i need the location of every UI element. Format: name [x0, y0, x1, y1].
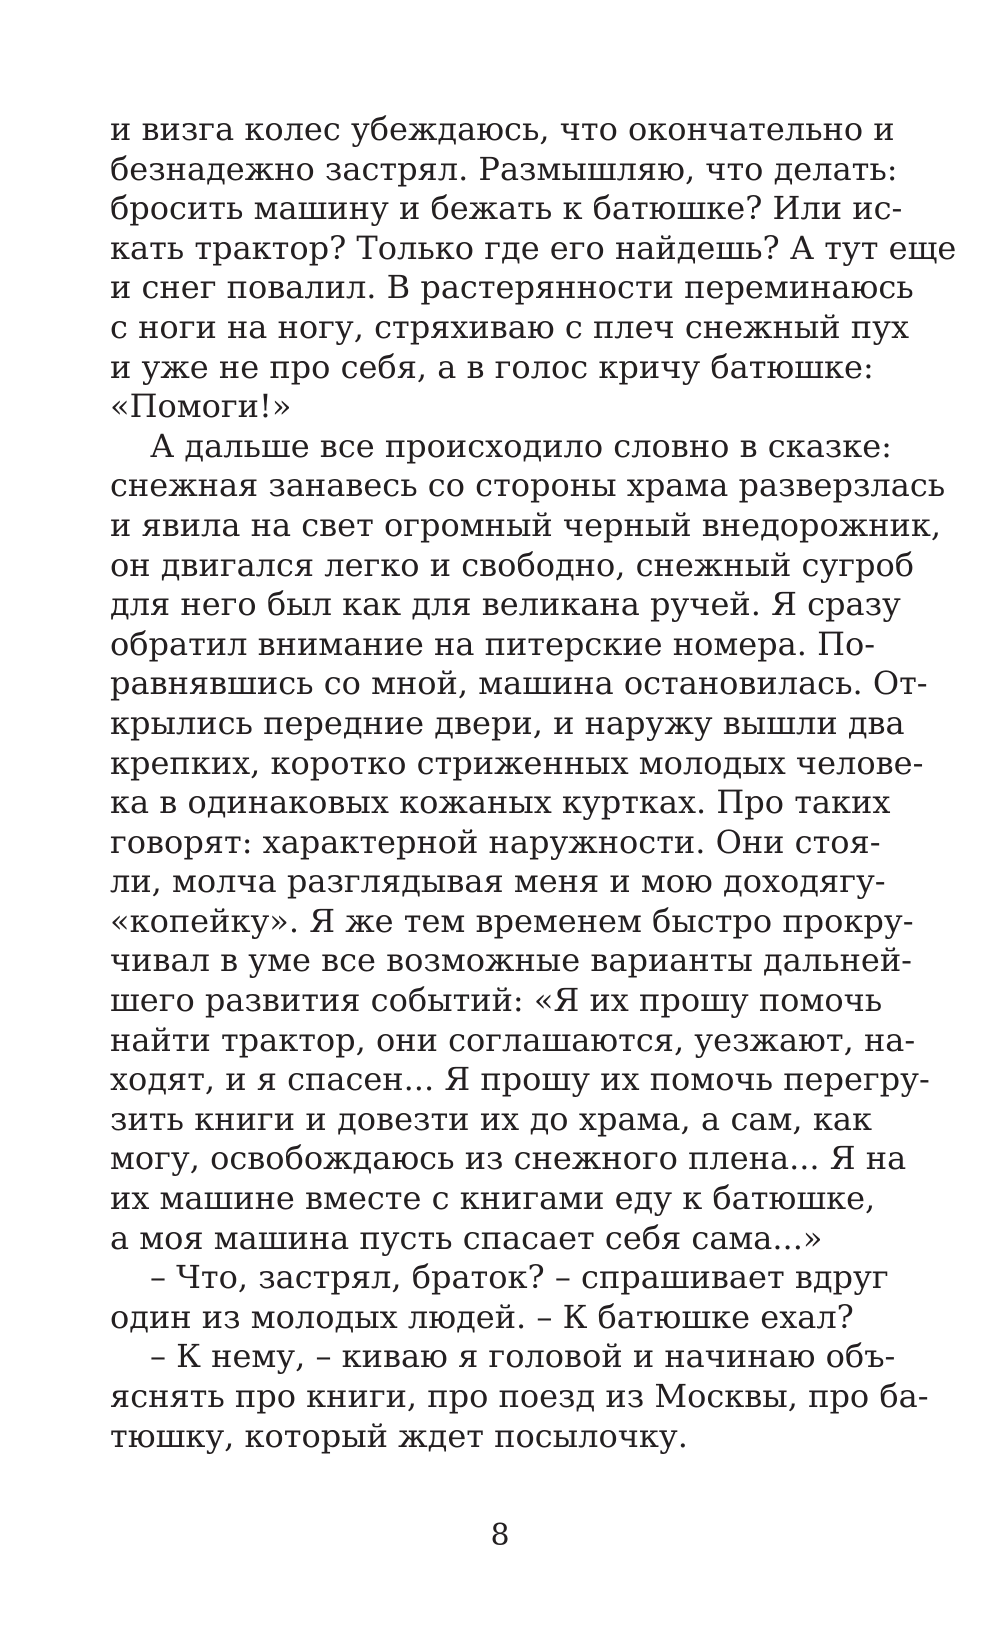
- text-line: снежная занавесь со стороны храма разверзлась: [110, 466, 946, 505]
- text-line: «копейку». Я же тем временем быстро прокру-: [110, 901, 914, 940]
- text-line: А дальше все происходило словно в сказке:: [150, 426, 892, 465]
- text-line: и снег повалил. В растерянности переминаюсь: [110, 268, 914, 307]
- text-line: ли, молча разглядывая меня и мою доходягу-: [110, 862, 886, 901]
- paragraph: [110, 110, 957, 427]
- text-line: и уже не про себя, а в голос кричу батюшке:: [110, 347, 874, 386]
- text-line: яснять про книги, про поезд из Москвы, про ба-: [110, 1377, 929, 1415]
- text-line: с ноги на ногу, стряхиваю с плеч снежный пух: [110, 307, 909, 346]
- text-line: чивал в уме все возможные варианты дальней-: [110, 941, 912, 980]
- text-line: обратил внимание на питерские номера. По-: [110, 624, 876, 663]
- text-line: и явила на свет огромный черный внедорожник,: [110, 505, 942, 544]
- text-line: зить книги и довезти их до храма, а сам, как: [110, 1099, 872, 1138]
- text-line: – К нему, – киваю я головой и начинаю объ-: [150, 1337, 896, 1376]
- text-line: он двигался легко и свободно, снежный сугроб: [110, 545, 915, 584]
- text-line: один из молодых людей. – К батюшке ехал?: [110, 1297, 854, 1336]
- paragraph: [110, 1337, 929, 1456]
- paragraph: [110, 426, 946, 1258]
- text-line: тюшку, который ждет посылочку.: [110, 1416, 688, 1455]
- text-line: могу, освобождаюсь из снежного плена... Я на: [110, 1139, 907, 1178]
- text-line: бросить машину и бежать к батюшке? Или ис-: [110, 189, 903, 228]
- text-line: крепких, коротко стриженных молодых челове-: [110, 743, 924, 782]
- text-line: ходят, и я спасен... Я прошу их помочь перегру-: [110, 1060, 930, 1099]
- text-line: их машине вместе с книгами еду к батюшке,: [110, 1179, 876, 1218]
- text-line: а моя машина пусть спасает себя сама...»: [110, 1218, 823, 1257]
- text-line: крылись передние двери, и наружу вышли два: [110, 703, 905, 742]
- page-number: 8: [490, 1518, 510, 1553]
- text-line: и визга колес убеждаюсь, что окончательно и: [110, 110, 895, 148]
- text-line: безнадежно застрял. Размышляю, что делать:: [110, 149, 898, 188]
- text-line: ка в одинаковых кожаных куртках. Про таких: [110, 783, 891, 822]
- text-line: «Помоги!»: [110, 387, 292, 426]
- body-text: [110, 110, 957, 1456]
- text-line: кать трактор? Только где его найдешь? А тут еще: [110, 228, 957, 267]
- text-line: найти трактор, они соглашаются, уезжают, на-: [110, 1020, 916, 1059]
- text-line: говорят: характерной наружности. Они стоя-: [110, 822, 881, 861]
- paragraph: [110, 1258, 889, 1337]
- text-line: шего развития событий: «Я их прошу помочь: [110, 981, 883, 1020]
- text-line: равнявшись со мной, машина остановилась. От-: [110, 664, 928, 703]
- text-line: – Что, застрял, браток? – спрашивает вдруг: [150, 1258, 889, 1297]
- text-line: для него был как для великана ручей. Я сразу: [110, 585, 901, 624]
